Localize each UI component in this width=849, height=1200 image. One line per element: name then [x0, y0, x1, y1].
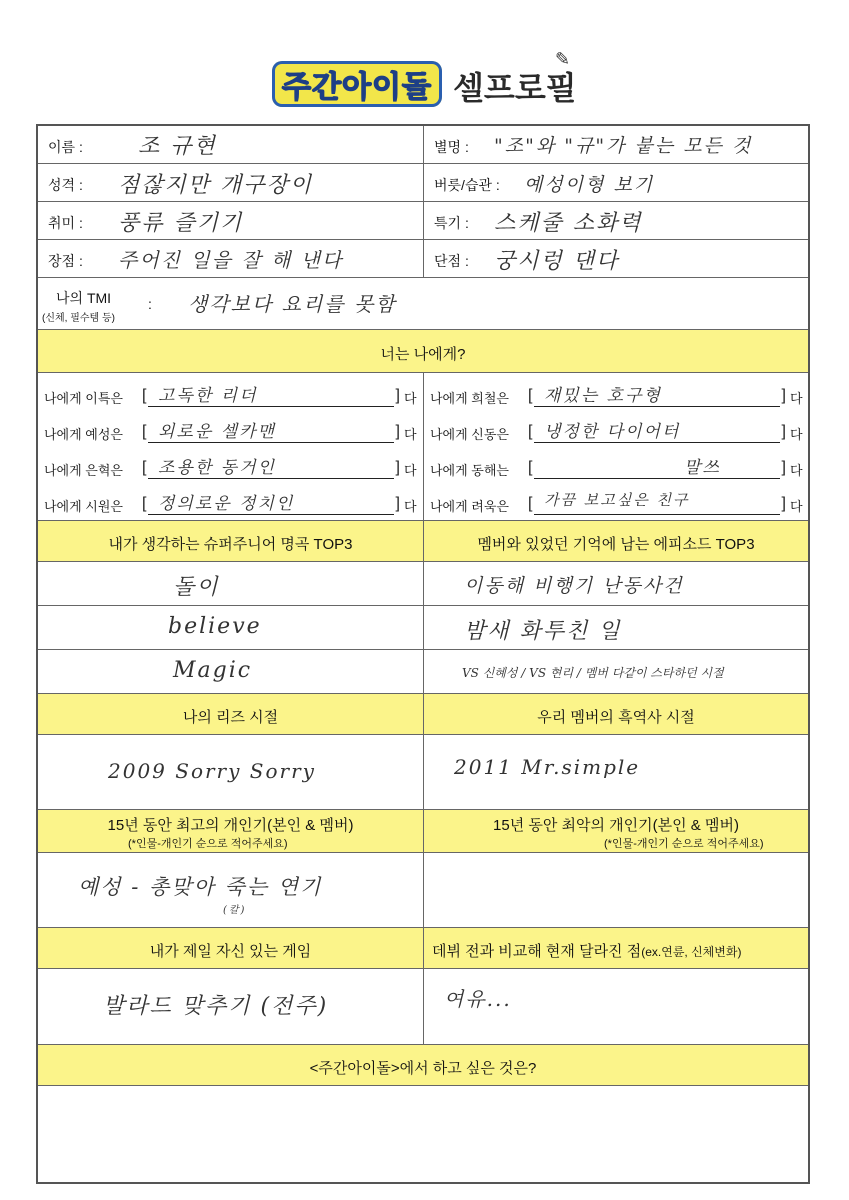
legend-header [38, 694, 808, 735]
hobby-cell [38, 202, 423, 239]
header [0, 49, 849, 115]
row-personality [38, 164, 808, 202]
weakness-cell [423, 240, 808, 277]
weekly-idol-logo [272, 61, 442, 107]
member-row [38, 383, 423, 409]
game-left-title: 내가 제일 자신 있는 게임 [149, 943, 312, 960]
nickname-label: 별명 : [434, 139, 469, 155]
close-bracket: ] [395, 495, 400, 512]
top3-left-2 [38, 606, 423, 649]
member-question: 나에게 이특은 [44, 391, 123, 406]
open-bracket: [ [528, 459, 533, 476]
song-2: believe [168, 614, 262, 639]
popularity-left-note: (*인물-개인기 순으로 적어주세요) [128, 838, 288, 850]
popularity-left-small: (칼) [223, 905, 247, 916]
profile-form [36, 124, 810, 1184]
row-name [38, 126, 808, 164]
answer-line [528, 491, 786, 515]
suffix: 다 [404, 391, 417, 406]
legend-right-header [423, 694, 808, 734]
popularity-left-value: 예성 - 총맞아 죽는 연기 [78, 875, 323, 899]
suffix: 다 [404, 463, 417, 478]
member-question: 나에게 시원은 [44, 499, 123, 514]
open-bracket: [ [528, 423, 533, 440]
member-row [424, 383, 809, 409]
answer-line [142, 493, 400, 515]
member-answer: 정의로운 정치인 [158, 494, 295, 514]
answer-line [142, 457, 400, 479]
popularity-left-header [38, 810, 423, 852]
open-bracket: [ [528, 387, 533, 404]
row-hobby [38, 202, 808, 240]
suffix: 다 [790, 499, 803, 514]
game-left-value: 발라드 맞추기 (전주) [103, 994, 329, 1019]
wish-title: <주간아이돌>에서 하고 싶은 것은? [309, 1060, 537, 1077]
tmi-value: 생각보다 요리를 못함 [188, 292, 397, 316]
member-answer: 외로운 셀카맨 [158, 422, 276, 442]
game-right-value: 여유... [444, 987, 512, 1011]
top3-right-2 [423, 606, 808, 649]
legend-left-header [38, 694, 423, 734]
pencil-icon: ✎ [555, 49, 571, 70]
song-1: 돌이 [173, 575, 220, 600]
you-to-me-right [423, 373, 808, 520]
top3-left-1 [38, 562, 423, 605]
row-tmi [38, 278, 808, 330]
member-answer: 재밌는 호구형 [544, 386, 662, 406]
game-header [38, 928, 808, 969]
strength-value: 주어진 일을 잘 해 낸다 [118, 248, 344, 272]
logo-text-1: 주간 [282, 70, 342, 105]
episode-2: 밤새 화투친 일 [464, 619, 622, 644]
member-row [38, 491, 423, 517]
popularity-right-header [423, 810, 808, 852]
member-question: 나에게 려욱은 [430, 499, 509, 514]
member-row [424, 419, 809, 445]
game-right-title-small: (ex.연륜, 신체변화) [641, 945, 742, 959]
member-answer: 말쓰 [684, 458, 721, 478]
page-title: 셀프로필 [453, 69, 577, 107]
top3-right-1 [423, 562, 808, 605]
legend-left-title: 나의 리즈 시절 [182, 709, 279, 726]
legend-left-value: 2009 Sorry Sorry [108, 759, 316, 783]
habit-label: 버릇/습관 : [434, 177, 500, 193]
close-bracket: ] [781, 423, 786, 440]
open-bracket: [ [528, 495, 533, 512]
close-bracket: ] [781, 495, 786, 512]
game-left-content [38, 969, 423, 1044]
member-answer: 고독한 리더 [158, 386, 258, 406]
strength-cell [38, 240, 423, 277]
logo-text-3: 돌 [401, 70, 432, 105]
row-strength [38, 240, 808, 278]
answer-line [528, 457, 786, 479]
member-answer: 냉정한 다이어터 [544, 422, 681, 442]
member-question: 나에게 신동은 [430, 427, 509, 442]
member-question: 나에게 희철은 [430, 391, 509, 406]
top3-right-header [423, 521, 808, 561]
popularity-left-content [38, 853, 423, 927]
top3-row-1 [38, 562, 808, 606]
wish-header [38, 1045, 808, 1086]
you-to-me-left [38, 373, 423, 520]
skill-label: 특기 : [434, 215, 469, 231]
popularity-right-content [423, 853, 808, 927]
close-bracket: ] [781, 459, 786, 476]
member-row [424, 491, 809, 517]
popularity-left-title: 15년 동안 최고의 개인기(본인 & 멤버) [107, 817, 354, 834]
top3-left-title: 내가 생각하는 슈퍼주니어 명곡 TOP3 [108, 536, 353, 553]
game-right-content [423, 969, 808, 1044]
suffix: 다 [790, 463, 803, 478]
personality-cell [38, 164, 423, 201]
answer-line [142, 385, 400, 407]
game-content [38, 969, 808, 1045]
habit-cell [423, 164, 808, 201]
answer-line [528, 385, 786, 407]
suffix: 다 [790, 391, 803, 406]
you-to-me-block [38, 373, 808, 521]
top3-right-3 [423, 650, 808, 693]
open-bracket: [ [142, 495, 147, 512]
weakness-value: 궁시렁 댄다 [494, 249, 620, 274]
member-row [38, 419, 423, 445]
episode-3: VS 신혜성 / VS 현리 / 멤버 다같이 스타하던 시절 [462, 666, 724, 680]
top3-left-header [38, 521, 423, 561]
member-question: 나에게 동해는 [430, 463, 509, 478]
name-cell [38, 126, 423, 163]
popularity-header [38, 810, 808, 853]
wish-content [38, 1086, 808, 1182]
top3-header [38, 521, 808, 562]
member-row [424, 455, 809, 481]
song-3: Magic [173, 658, 253, 683]
game-right-title [432, 940, 741, 961]
open-bracket: [ [142, 423, 147, 440]
legend-content [38, 735, 808, 810]
hobby-label: 취미 : [48, 215, 83, 231]
skill-value: 스케줄 소화력 [494, 211, 643, 236]
popularity-content [38, 853, 808, 928]
close-bracket: ] [395, 387, 400, 404]
top3-row-3 [38, 650, 808, 694]
legend-right-content [423, 735, 808, 809]
member-row [38, 455, 423, 481]
answer-line [142, 421, 400, 443]
member-answer: 조용한 동거인 [158, 458, 276, 478]
suffix: 다 [790, 427, 803, 442]
open-bracket: [ [142, 459, 147, 476]
weakness-label: 단점 : [434, 253, 469, 269]
game-left-header [38, 928, 423, 968]
tmi-sub-label: (신체, 필수템 등) [42, 313, 115, 324]
personality-value: 점잖지만 개구장이 [118, 173, 314, 198]
suffix: 다 [404, 427, 417, 442]
game-right-title-main: 데뷔 전과 비교해 현재 달라진 점 [432, 943, 642, 960]
tmi-label: 나의 TMI [56, 290, 112, 306]
popularity-right-title: 15년 동안 최악의 개인기(본인 & 멤버) [493, 817, 739, 834]
member-question: 나에게 예성은 [44, 427, 123, 442]
nickname-cell [423, 126, 808, 163]
close-bracket: ] [781, 387, 786, 404]
episode-1: 이동해 비행기 난동사건 [464, 575, 684, 597]
name-value: 조 규현 [138, 134, 217, 159]
game-right-header [423, 928, 808, 968]
personality-label: 성격 : [48, 177, 83, 193]
nickname-value: "조"와 "규"가 붙는 모든 것 [494, 135, 753, 157]
suffix: 다 [404, 499, 417, 514]
strength-label: 장점 : [48, 253, 83, 269]
hobby-value: 풍류 즐기기 [118, 211, 244, 236]
member-question: 나에게 은혁은 [44, 463, 123, 478]
answer-line [528, 421, 786, 443]
top3-row-2 [38, 606, 808, 650]
legend-right-title: 우리 멤버의 흑역사 시절 [537, 709, 695, 726]
skill-cell [423, 202, 808, 239]
member-answer: 가끔 보고싶은 친구 [544, 491, 690, 509]
close-bracket: ] [395, 423, 400, 440]
top3-left-3 [38, 650, 423, 693]
popularity-right-note: (*인물-개인기 순으로 적어주세요) [604, 838, 764, 850]
legend-right-value: 2011 Mr.simple [454, 755, 641, 779]
legend-left-content [38, 735, 423, 809]
top3-right-title: 멤버와 있었던 기억에 남는 에피소드 TOP3 [477, 536, 755, 553]
close-bracket: ] [395, 459, 400, 476]
habit-value: 예성이형 보기 [524, 174, 655, 196]
name-label: 이름 : [48, 139, 83, 155]
tmi-colon: : [148, 296, 152, 312]
you-to-me-title: 너는 나에게? [380, 346, 466, 363]
you-to-me-header [38, 330, 808, 373]
open-bracket: [ [142, 387, 147, 404]
logo-text-2: 아이 [341, 70, 402, 105]
